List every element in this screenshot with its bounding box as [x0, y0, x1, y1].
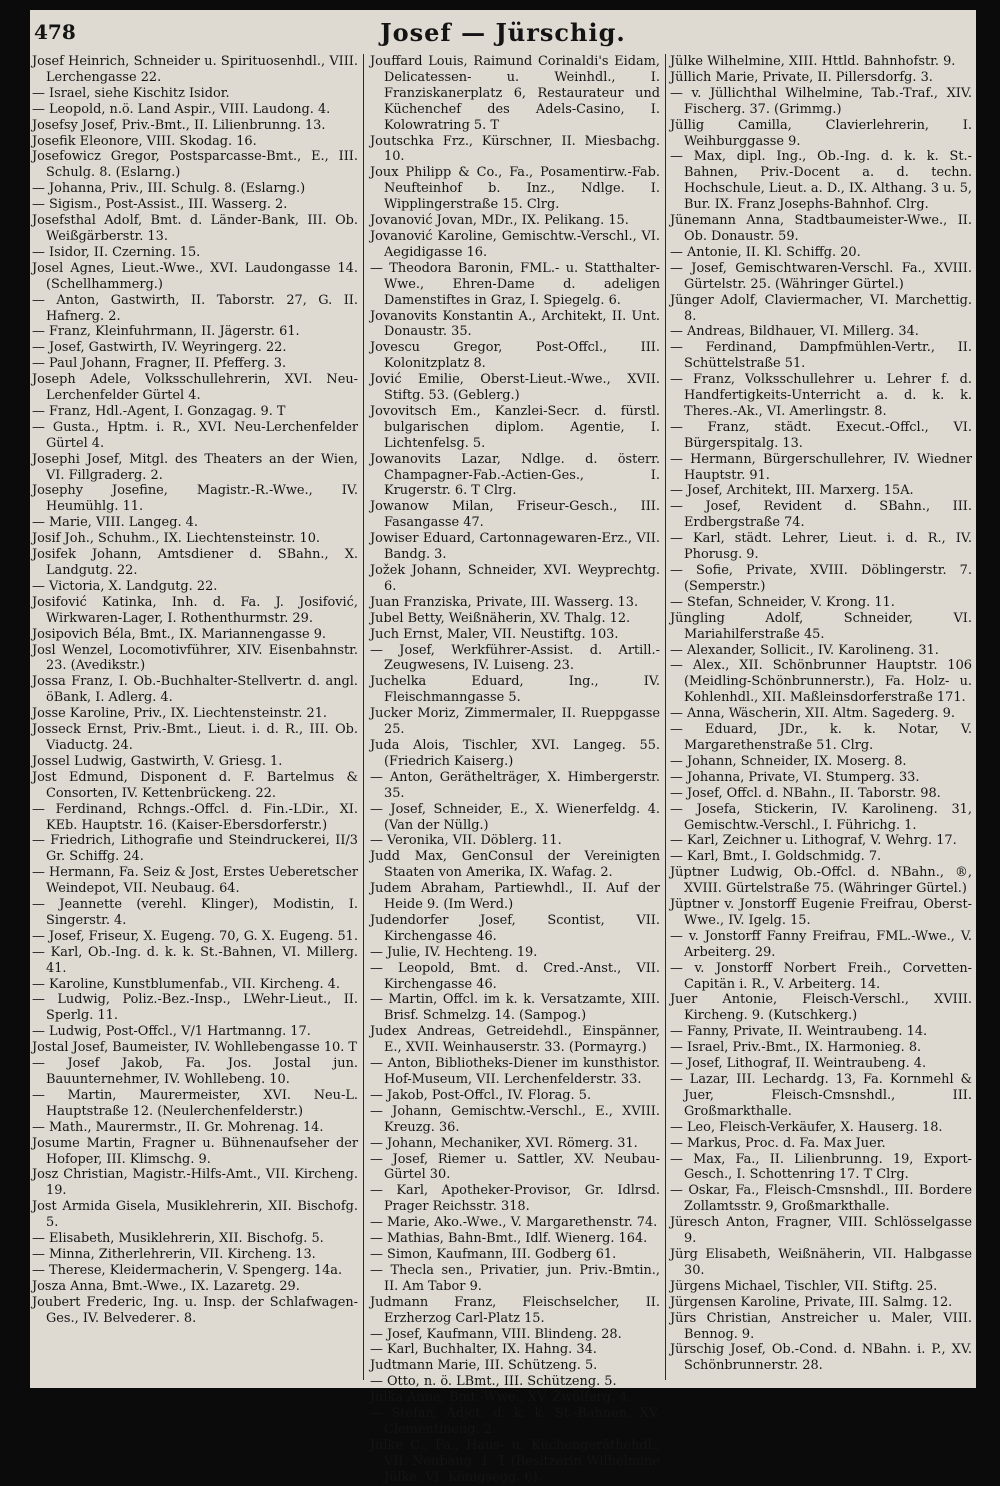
directory-entry: Jovanovits Konstantin A., Architekt, II. Unt. Donaustr. 35.: [370, 308, 660, 340]
directory-entry: — Josef, Schneider, E., X. Wienerfeldg. 4. (Van der Nüllg.): [370, 801, 660, 833]
directory-entry: — Josef, Friseur, X. Eugeng. 70, G. X. Eugeng. 51.: [32, 928, 358, 944]
directory-entry: — Karl, Bmt., I. Goldschmidg. 7.: [670, 849, 882, 865]
directory-entry: Jürg Elisabeth, Weißnäherin, VII. Halbgasse 30.: [670, 1246, 972, 1278]
directory-entry: Jüllich Marie, Private, II. Pillersdorfg. 3.: [670, 69, 933, 85]
directory-entry: Josume Martin, Fragner u. Bühnenaufseher der Hofoper, III. Klimschg. 9.: [32, 1135, 358, 1167]
directory-entry: — Stefan, Schneider, V. Krong. 11.: [670, 594, 895, 610]
directory-page: [30, 10, 976, 1485]
directory-entry: Jovovitsch Em., Kanzlei-Secr. d. fürstl. bulgarischen diplom. Agentie, I. Lichtenfelsg. 5.: [370, 403, 660, 451]
directory-entry: Judtmann Marie, III. Schützeng. 5.: [370, 1358, 598, 1374]
directory-entry: Jovanović Karoline, Gemischtw.-Verschl., VI. Aegidigasse 16.: [370, 228, 660, 260]
running-head: Josef — Jürschig.: [380, 18, 626, 47]
directory-entry: — v. Jonstorff Norbert Freih., Corvetten-Capitän i. R., V. Arbeiterg. 14.: [670, 960, 972, 992]
directory-entry: — Ludwig, Poliz.-Bez.-Insp., LWehr-Lieut., II. Sperlg. 11.: [32, 992, 358, 1024]
directory-entry: — v. Jüllichthal Wilhelmine, Tab.-Traf., XIV. Fischerg. 37. (Grimmg.): [670, 85, 972, 117]
directory-entry: — Jakob, Post-Offcl., IV. Florag. 5.: [370, 1087, 592, 1103]
directory-entry: — Ludwig, Post-Offcl., V/1 Hartmanng. 17.: [32, 1024, 311, 1040]
directory-entry: Josefowicz Gregor, Postsparcasse-Bmt., E., III. Schulg. 8. (Eslarng.): [32, 149, 358, 181]
directory-entry: — Gusta., Hptm. i. R., XVI. Neu-Lerchenfelder Gürtel 4.: [32, 419, 358, 451]
directory-entry: Juchelka Eduard, Ing., IV. Fleischmanngasse 5.: [370, 674, 660, 706]
directory-entry: — Josef, Architekt, III. Marxerg. 15A.: [670, 483, 914, 499]
directory-entry: — Josefa, Stickerin, IV. Karolineng. 31, Gemischtw.-Verschl., I. Führichg. 1.: [670, 801, 972, 833]
column-3: [670, 54, 972, 1384]
directory-entry: — Stefan, Adjct. d. k. k. St.-Bahnen, XV. Clementineng. 2.: [370, 1406, 660, 1437]
directory-entry: Juch Ernst, Maler, VII. Neustiftg. 103.: [370, 626, 619, 642]
directory-entry: — Josef, Werkführer-Assist. d. Artill.-Zeugwesens, IV. Luiseng. 23.: [370, 642, 660, 674]
directory-entry: — Karl, Ob.-Ing. d. k. k. St.-Bahnen, VI. Millerg. 41.: [32, 944, 358, 976]
directory-entry: Jürgensen Karoline, Private, III. Salmg. 12.: [670, 1294, 953, 1310]
directory-entry: Josephy Josefine, Magistr.-R.-Wwe., IV. Heumühlg. 11.: [32, 483, 358, 515]
directory-entry: — Leopold, n.ö. Land Aspir., VIII. Laudong. 4.: [32, 101, 331, 117]
directory-entry: Joux Philipp & Co., Fa., Posamentirw.-Fab. Neufteinhof b. Inz., Ndlge. I. Wipplingerstraße 15. Clrg.: [370, 165, 660, 213]
directory-entry: Josefsy Josef, Priv.-Bmt., II. Lilienbrunng. 13.: [32, 117, 326, 133]
column-rule: [665, 54, 666, 1380]
directory-entry: — Franz, städt. Execut.-Offcl., VI. Bürgerspitalg. 13.: [670, 419, 972, 451]
directory-entry: — Simon, Kaufmann, III. Godberg 61.: [370, 1246, 617, 1262]
directory-entry: — Ferdinand, Rchngs.-Offcl. d. Fin.-LDir., XI. KEb. Hauptstr. 16. (Kaiser-Ebersdorferstr.): [32, 801, 358, 833]
directory-entry: — Marie, VIII. Langeg. 4.: [32, 515, 198, 531]
directory-entry: — Johann, Schneider, IX. Moserg. 8.: [670, 753, 907, 769]
directory-entry: — Alexander, Sollicit., IV. Karolineng. 31.: [670, 642, 939, 658]
directory-entry: Jossa Franz, I. Ob.-Buchhalter-Stellvertr. d. angl. öBank, I. Adlerg. 4.: [32, 674, 358, 706]
directory-entry: Judendorfer Josef, Scontist, VII. Kirchengasse 46.: [370, 912, 660, 944]
directory-entry: Jülka Anna, Bmt.-Wwe., XV. Zwölferg. 4.: [370, 1390, 632, 1406]
directory-entry: — Franz, Kleinfuhrmann, II. Jägerstr. 61.: [32, 324, 300, 340]
directory-entry: — Antonie, II. Kl. Schiffg. 20.: [670, 244, 861, 260]
directory-entry: — Otto, n. ö. LBmt., III. Schützeng. 5.: [370, 1374, 617, 1390]
directory-entry: Judem Abraham, Partiewhdl., II. Auf der Heide 9. (Im Werd.): [370, 881, 660, 913]
directory-entry: — Johanna, Private, VI. Stumperg. 33.: [670, 769, 920, 785]
directory-entry: Judex Andreas, Getreidehdl., Einspänner, E., XVII. Weinhauserstr. 33. (Pormayrg.): [370, 1024, 660, 1056]
directory-entry: — Johann, Mechaniker, XVI. Römerg. 31.: [370, 1135, 638, 1151]
column-1: [32, 54, 358, 1384]
directory-entry: Josse Karoline, Priv., IX. Liechtensteinstr. 21.: [32, 706, 327, 722]
directory-entry: Jowanovits Lazar, Ndlge. d. österr. Champagner-Fab.-Actien-Ges., I. Krugerstr. 6. T Clrg.: [370, 451, 660, 499]
directory-entry: — Max, Fa., II. Lilienbrunng. 19, Export-Gesch., I. Schottenring 17. T Clrg.: [670, 1151, 972, 1183]
directory-entry: — Thecla sen., Privatier, jun. Priv.-Bmtin., II. Am Tabor 9.: [370, 1262, 660, 1294]
directory-entry: Jovanović Jovan, MDr., IX. Pelikang. 15.: [370, 213, 629, 229]
directory-entry: — Alex., XII. Schönbrunner Hauptstr. 106 (Meidling-Schönbrunnerstr.), Fa. Holz- u. Kohlenhdl., XII. Maßleinsdorferstraße 171.: [670, 658, 972, 706]
directory-entry: — Veronika, VII. Döblerg. 11.: [370, 833, 562, 849]
directory-entry: — Sigism., Post-Assist., III. Wasserg. 2.: [32, 197, 288, 213]
directory-entry: Josl Wenzel, Locomotivführer, XIV. Eisenbahnstr. 23. (Avedikstr.): [32, 642, 358, 674]
directory-entry: — Anna, Wäscherin, XII. Altm. Sagederg. 9.: [670, 706, 955, 722]
directory-entry: Jülke C., Fa., Haus- u. Küchengeräthehdl., VII. Neubaug. 1. T (Besitzerin Wilhelmine Jülke, VI. Königsegg. 6).: [370, 1437, 660, 1485]
directory-entry: Josefsthal Adolf, Bmt. d. Länder-Bank, III. Ob. Weißgärberstr. 13.: [32, 213, 358, 244]
directory-entry: — Karoline, Kunstblumenfab., VII. Kircheng. 4.: [32, 976, 340, 992]
directory-entry: — Josef, Gemischtwaren-Verschl. Fa., XVIII. Gürtelstr. 25. (Währinger Gürtel.): [670, 260, 972, 292]
directory-entry: Josseck Ernst, Priv.-Bmt., Lieut. i. d. R., III. Ob. Viaductg. 24.: [32, 722, 358, 753]
directory-entry: Josifović Katinka, Inh. d. Fa. J. Josifović, Wirkwaren-Lager, I. Rothenthurmstr. 29.: [32, 594, 358, 626]
directory-entry: — Leopold, Bmt. d. Cred.-Anst., VII. Kirchengasse 46.: [370, 960, 660, 992]
directory-entry: — Anton, Gastwirth, II. Taborstr. 27, G. II. Hafnerg. 2.: [32, 292, 358, 324]
directory-entry: — Israel, Priv.-Bmt., IX. Harmonieg. 8.: [670, 1040, 922, 1056]
directory-entry: Jostal Josef, Baumeister, IV. Wohllebengasse 10. T: [32, 1040, 358, 1056]
directory-entry: — Josef, Offcl. d. NBahn., II. Taborstr. 98.: [670, 785, 941, 801]
directory-entry: Jürschig Josef, Ob.-Cond. d. NBahn. i. P., XV. Schönbrunnerstr. 28.: [670, 1342, 972, 1374]
directory-entry: Joseph Adele, Volksschullehrerin, XVI. Neu-Lerchenfelder Gürtel 4.: [32, 372, 358, 404]
page-number: 478: [34, 20, 76, 44]
directory-entry: — Josef, Lithograf, II. Weintraubeng. 4.: [670, 1056, 927, 1072]
directory-entry: Jožek Johann, Schneider, XVI. Weyprechtg. 6.: [370, 563, 660, 594]
directory-entry: Jüllig Camilla, Clavierlehrerin, I. Weihburggasse 9.: [670, 117, 972, 149]
directory-entry: Josza Anna, Bmt.-Wwe., IX. Lazaretg. 29.: [32, 1278, 300, 1294]
directory-entry: Jubel Betty, Weißnäherin, XV. Thalg. 12.: [370, 610, 631, 626]
directory-entry: — Jeannette (verehl. Klinger), Modistin, I. Singerstr. 4.: [32, 897, 358, 928]
directory-entry: Josz Christian, Magistr.-Hilfs-Amt., VII. Kircheng. 19.: [32, 1167, 358, 1199]
directory-entry: Jouffard Louis, Raimund Corinaldi's Eidam, Delicatessen- u. Weinhdl., I. Franziskanerplatz 6, Restaurateur und Küchenchef des Adels-Casino, I. Kolowratring 5. T: [370, 54, 660, 133]
directory-entry: — Minna, Zitherlehrerin, VII. Kircheng. 13.: [32, 1246, 316, 1262]
directory-entry: — Martin, Maurermeister, XVI. Neu-L. Hauptstraße 12. (Neulerchenfelderstr.): [32, 1087, 358, 1119]
directory-entry: — Franz, Volksschullehrer u. Lehrer f. d. Handfertigkeits-Unterricht a. d. k. k. Theres.-Ak., VI. Amerlingstr. 8.: [670, 372, 972, 419]
directory-entry: — Josef, Riemer u. Sattler, XV. Neubau-Gürtel 30.: [370, 1151, 660, 1183]
directory-entry: — Oskar, Fa., Fleisch-Cmsnshdl., III. Bordere Zollamtsstr. 9, Großmarkthalle.: [670, 1183, 972, 1215]
directory-entry: — Karl, Buchhalter, IX. Hahng. 34.: [370, 1342, 597, 1358]
directory-entry: — Johanna, Priv., III. Schulg. 8. (Eslarng.): [32, 181, 306, 197]
directory-entry: Jürgens Michael, Tischler, VII. Stiftg. 25.: [670, 1278, 938, 1294]
directory-entry: — Theodora Baronin, FML.- u. Statthalter-Wwe., Ehren-Dame d. adeligen Damenstiftes in Graz, I. Spiegelg. 6.: [370, 260, 660, 308]
directory-entry: — Johann, Gemischtw.-Verschl., E., XVIII. Kreuzg. 36.: [370, 1103, 660, 1135]
directory-entry: — Leo, Fleisch-Verkäufer, X. Hauserg. 18.: [670, 1119, 943, 1135]
directory-entry: — Paul Johann, Fragner, II. Pfefferg. 3.: [32, 356, 287, 372]
column-2: [370, 54, 660, 1485]
directory-entry: Jucker Moriz, Zimmermaler, II. Rueppgasse 25.: [370, 706, 660, 738]
directory-entry: — Julie, IV. Hechteng. 19.: [370, 944, 538, 960]
directory-entry: — Fanny, Private, II. Weintraubeng. 14.: [670, 1024, 928, 1040]
directory-entry: Jünemann Anna, Stadtbaumeister-Wwe., II. Ob. Donaustr. 59.: [670, 213, 972, 244]
directory-entry: Jossel Ludwig, Gastwirth, V. Griesg. 1.: [32, 753, 283, 769]
directory-entry: — Josef Jakob, Fa. Jos. Jostal jun. Bauunternehmer, IV. Wohllebeng. 10.: [32, 1056, 358, 1087]
directory-entry: Josifek Johann, Amtsdiener d. SBahn., X. Landgutg. 22.: [32, 547, 358, 578]
directory-entry: — Marie, Ako.-Wwe., V. Margarethenstr. 74.: [370, 1215, 658, 1231]
directory-entry: — Sofie, Private, XVIII. Döblingerstr. 7. (Semperstr.): [670, 563, 972, 594]
directory-entry: Jovescu Gregor, Post-Offcl., III. Kolonitzplatz 8.: [370, 340, 660, 372]
directory-entry: Judmann Franz, Fleischselcher, II. Erzherzog Carl-Platz 15.: [370, 1294, 660, 1326]
directory-entry: Jowanow Milan, Friseur-Gesch., III. Fasangasse 47.: [370, 499, 660, 531]
directory-entry: Jović Emilie, Oberst-Lieut.-Wwe., XVII. Stiftg. 53. (Geblerg.): [370, 372, 660, 404]
directory-entry: Jünger Adolf, Claviermacher, VI. Marchettig. 8.: [670, 292, 972, 324]
directory-entry: — Andreas, Bildhauer, VI. Millerg. 34.: [670, 324, 919, 340]
directory-entry: — Josef, Gastwirth, IV. Weyringerg. 22.: [32, 340, 287, 356]
directory-entry: Josel Agnes, Lieut.-Wwe., XVI. Laudongasse 14. (Schellhammerg.): [32, 260, 358, 292]
directory-entry: — Max, dipl. Ing., Ob.-Ing. d. k. k. St.-Bahnen, Priv.-Docent a. d. techn. Hochschule, Lieut. a. D., IX. Althang. 3 u. 5, Bur. IX. Franz Josephs-Bahnhof. Clrg.: [670, 149, 972, 213]
directory-entry: — Hermann, Fa. Seiz & Jost, Erstes Ueberetscher Weindepot, VII. Neubaug. 64.: [32, 865, 358, 897]
directory-entry: Jost Armida Gisela, Musiklehrerin, XII. Bischofg. 5.: [32, 1199, 358, 1231]
directory-entry: — Karl, Apotheker-Provisor, Gr. Idlrsd. Prager Reichsstr. 318.: [370, 1183, 660, 1215]
directory-entry: Joubert Frederic, Ing. u. Insp. der Schlafwagen-Ges., IV. Belvederег. 8.: [32, 1294, 358, 1326]
directory-entry: Jüptner Ludwig, Ob.-Offcl. d. NBahn., ®, XVIII. Gürtelstraße 75. (Währinger Gürtel.): [670, 865, 972, 897]
directory-entry: — Math., Maurermstr., II. Gr. Mohrenag. 14.: [32, 1119, 324, 1135]
directory-entry: — Mathias, Bahn-Bmt., Idlf. Wienerg. 164.: [370, 1231, 648, 1247]
directory-entry: Josefik Eleonore, VIII. Skodag. 16.: [32, 133, 257, 149]
directory-entry: — Karl, Zeichner u. Lithograf, V. Wehrg. 17.: [670, 833, 957, 849]
directory-entry: Judd Max, GenConsul der Vereinigten Staaten von Amerika, IX. Wafag. 2.: [370, 849, 660, 881]
directory-entry: — Markus, Proc. d. Fa. Max Juer.: [670, 1135, 886, 1151]
directory-entry: — Israel, siehe Kischitz Isidor.: [32, 85, 230, 101]
directory-entry: — Friedrich, Lithografie und Steindruckerei, II/3 Gr. Schiffg. 24.: [32, 833, 358, 865]
directory-entry: — Franz, Hdl.-Agent, I. Gonzagag. 9. T: [32, 403, 286, 419]
directory-entry: Jüresch Anton, Fragner, VIII. Schlösselgasse 9.: [670, 1215, 972, 1247]
directory-entry: — Lazar, III. Lechardg. 13, Fa. Kornmehl & Juer, Fleisch-Cmsnshdl., III. Großmarkthalle.: [670, 1072, 972, 1119]
directory-entry: — v. Jonstorff Fanny Freifrau, FML.-Wwe., V. Arbeiterg. 29.: [670, 928, 972, 960]
directory-entry: Jürs Christian, Anstreicher u. Maler, VIII. Bennog. 9.: [670, 1310, 972, 1342]
directory-entry: — Karl, städt. Lehrer, Lieut. i. d. R., IV. Phorusg. 9.: [670, 531, 972, 563]
directory-entry: — Isidor, II. Czerning. 15.: [32, 244, 201, 260]
directory-entry: — Anton, Geräthelträger, X. Himbergerstr. 35.: [370, 769, 660, 801]
directory-entry: Josipovich Béla, Bmt., IX. Mariannengasse 9.: [32, 626, 327, 642]
directory-entry: Jüptner v. Jonstorff Eugenie Freifrau, Oberst-Wwe., IV. Igelg. 15.: [670, 897, 972, 928]
directory-entry: — Ferdinand, Dampfmühlen-Vertr., II. Schüttelstraße 51.: [670, 340, 972, 372]
directory-entry: — Josef, Revident d. SBahn., III. Erdbergstraße 74.: [670, 499, 972, 531]
directory-entry: Josif Joh., Schuhm., IX. Liechtensteinstr. 10.: [32, 531, 321, 547]
directory-entry: Josephi Josef, Mitgl. des Theaters an der Wien, VI. Fillgraderg. 2.: [32, 451, 358, 483]
directory-entry: Jost Edmund, Disponent d. F. Bartelmus & Consorten, IV. Kettenbrückeng. 22.: [32, 769, 358, 801]
directory-entry: — Anton, Bibliotheks-Diener im kunsthistor. Hof-Museum, VII. Lerchenfelderstr. 33.: [370, 1056, 660, 1087]
page-header: [30, 16, 976, 54]
directory-entry: Juer Antonie, Fleisch-Verschl., XVIII. Kircheng. 9. (Kutschkerg.): [670, 992, 972, 1024]
directory-entry: — Hermann, Bürgerschullehrer, IV. Wiedner Hauptstr. 91.: [670, 451, 972, 483]
directory-entry: — Therese, Kleidermacherin, V. Spengerg. 14a.: [32, 1262, 343, 1278]
directory-entry: — Eduard, JDr., k. k. Notar, V. Margarethenstraße 51. Clrg.: [670, 722, 972, 753]
directory-entry: Juan Franziska, Private, III. Wasserg. 13.: [370, 594, 639, 610]
directory-entry: Jüngling Adolf, Schneider, VI. Mariahilferstraße 45.: [670, 610, 972, 642]
directory-entry: — Martin, Offcl. im k. k. Versatzamte, XIII. Brisf. Schmelzg. 14. (Sampog.): [370, 992, 660, 1024]
directory-entry: Juda Alois, Tischler, XVI. Langeg. 55. (Friedrich Kaiserg.): [370, 737, 660, 769]
column-rule: [363, 54, 364, 1380]
directory-entry: — Josef, Kaufmann, VIII. Blindeng. 28.: [370, 1326, 622, 1342]
directory-entry: — Victoria, X. Landgutg. 22.: [32, 578, 218, 594]
directory-entry: Jowiser Eduard, Cartonnagewaren-Erz., VII. Bandg. 3.: [370, 531, 660, 563]
directory-columns: [30, 54, 976, 1485]
directory-entry: Joutschka Frz., Kürschner, II. Miesbachg. 10.: [370, 133, 660, 165]
directory-entry: — Elisabeth, Musiklehrerin, XII. Bischofg. 5.: [32, 1231, 324, 1247]
directory-entry: Jülke Wilhelmine, XIII. Httld. Bahnhofstr. 9.: [670, 54, 956, 69]
directory-entry: Josef Heinrich, Schneider u. Spirituosenhdl., VIII. Lerchengasse 22.: [32, 54, 358, 85]
